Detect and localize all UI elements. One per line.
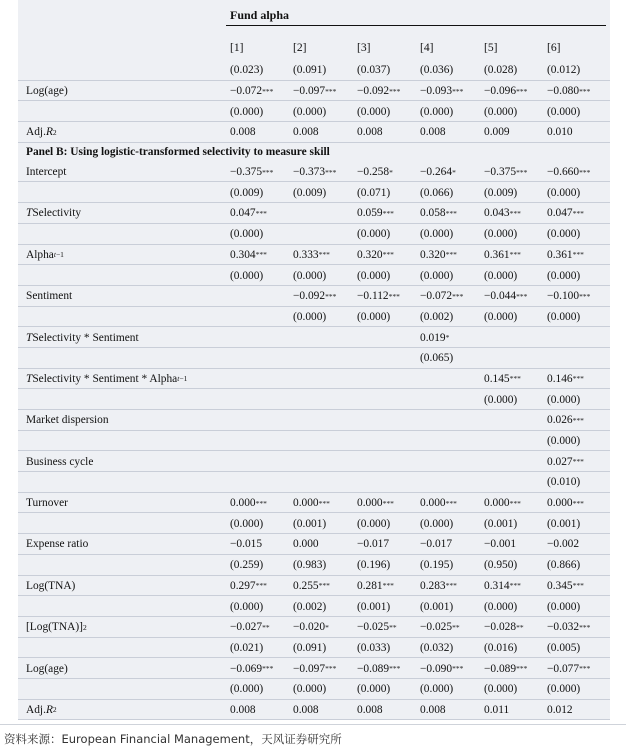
cell-value: (0.000) [484,683,518,696]
table-row-pvalues [18,513,610,534]
cell-value: (0.000) [547,600,581,613]
cell-value: −0.093 *** [420,85,464,98]
table-row-pvalues [18,596,610,617]
cell-value: −0.028 ** [484,621,524,634]
cell-value: (0.033) [357,641,391,654]
row-label: Log(age) [26,85,68,98]
column-header-row [18,34,610,60]
cell-value: (0.000) [547,228,581,241]
cell-value: (0.000) [357,517,391,530]
cell-value: 0.000 *** [484,497,521,510]
cell-value: (0.091) [293,64,327,77]
cell-value: (0.000) [230,600,264,613]
cell-value: (0.195) [420,559,454,572]
row-label: T Selectivity * Sentiment * Alpha t−1 [26,372,188,385]
cell-value: −0.375 *** [484,166,528,179]
cell-value: 0.047 *** [230,207,267,220]
cell-value: −0.077 *** [547,662,591,675]
cell-value: 0.314 *** [484,579,521,592]
cell-value: (0.001) [293,517,327,530]
panel-b-title-row [18,143,610,162]
cell-value: 0.000 *** [230,497,267,510]
cell-value: (0.000) [230,517,264,530]
row-label: Alpha t−1 [26,248,64,261]
footer-divider [0,724,626,725]
row-label: Log(TNA) [26,579,76,592]
cell-value: (0.021) [230,641,264,654]
cell-value: 0.011 [484,703,510,716]
cell-value: (0.036) [420,64,454,77]
cell-value: −0.072 *** [420,290,464,303]
table-row-pvalues [18,679,610,700]
cell-value: −0.258 * [357,166,393,179]
row-label: Log(age) [26,662,68,675]
col-header: [3] [357,40,371,54]
cell-value: (0.000) [484,310,518,323]
cell-value: (0.037) [357,64,391,77]
col-header: [2] [293,40,307,54]
cell-value: −0.097 *** [293,85,337,98]
cell-value: (0.000) [230,228,264,241]
cell-value: −0.015 [230,538,263,551]
table-row [18,410,610,431]
cell-value: −0.089 *** [484,662,528,675]
cell-value: (0.000) [547,269,581,282]
cell-value: −0.264 * [420,166,456,179]
cell-value: 0.000 *** [547,497,584,510]
cell-value: 0.320 *** [420,248,457,261]
cell-value: (0.000) [547,683,581,696]
cell-value: (0.000) [547,435,581,448]
source-note: 资料来源：European Financial Management，天风证券研究所 [4,732,342,746]
row-label: Expense ratio [26,538,89,551]
cell-value: −0.017 [357,538,390,551]
cell-value: 0.283 *** [420,579,457,592]
row-label: Business cycle [26,455,94,468]
row-label: Market dispersion [26,414,109,427]
table-row-pvalues [18,182,610,203]
cell-value: −0.092 *** [293,290,337,303]
table-row [18,122,610,143]
cell-value: (0.000) [547,186,581,199]
table-row [18,245,610,266]
row-label: Sentiment [26,290,73,303]
cell-value: (0.000) [357,105,391,118]
cell-value: 0.008 [420,126,446,139]
cell-value: −0.096 *** [484,85,528,98]
table-row [18,658,610,679]
table-row [18,162,610,183]
cell-value: (0.023) [230,64,264,77]
cell-value: 0.043 *** [484,207,521,220]
table-row [18,576,610,597]
table-row [18,451,610,472]
cell-value: (0.000) [293,310,327,323]
cell-value: 0.008 [357,126,383,139]
table-row [18,369,610,390]
cell-value: (0.000) [420,105,454,118]
cell-value: −0.660 *** [547,166,591,179]
row-label: T Selectivity [26,207,82,220]
cell-value: 0.361 *** [547,248,584,261]
panel-a-rows [18,60,610,143]
cell-value: −0.089 *** [357,662,401,675]
cell-value: 0.000 *** [357,497,394,510]
cell-value: (0.001) [420,600,454,613]
cell-value: (0.259) [230,559,264,572]
cell-value: −0.072 *** [230,85,274,98]
cell-value: −0.025 ** [420,621,460,634]
cell-value: (0.066) [420,186,454,199]
table-row [18,534,610,555]
cell-value: (0.091) [293,641,327,654]
table-row-pvalues [18,555,610,576]
cell-value: (0.000) [484,393,518,406]
table-header [18,0,610,34]
cell-value: (0.983) [293,559,327,572]
cell-value: (0.005) [547,641,581,654]
col-header: [4] [420,40,434,54]
cell-value: 0.026 *** [547,414,584,427]
cell-value: 0.000 *** [293,497,330,510]
cell-value: 0.008 [357,703,383,716]
group-title: Fund alpha [230,8,290,22]
table-row-pvalues [18,265,610,286]
cell-value: (0.196) [357,559,391,572]
table-row [18,286,610,307]
table-row-pvalues [18,638,610,659]
cell-value: −0.090 *** [420,662,464,675]
cell-value: 0.320 *** [357,248,394,261]
cell-value: 0.281 *** [357,579,394,592]
cell-value: (0.002) [293,600,327,613]
cell-value: 0.019 * [420,331,450,344]
table-row-pvalues [18,431,610,452]
cell-value: (0.000) [484,600,518,613]
cell-value: (0.032) [420,641,454,654]
cell-value: 0.010 [547,126,573,139]
cell-value: (0.000) [420,683,454,696]
row-label: Adj. R 2 [26,703,57,716]
cell-value: −0.020 * [293,621,329,634]
cell-value: (0.866) [547,559,581,572]
cell-value: (0.000) [230,269,264,282]
cell-value: (0.009) [230,186,264,199]
cell-value: −0.375 *** [230,166,274,179]
table-row-pvalues [18,224,610,245]
cell-value: 0.008 [293,126,319,139]
cell-value: 0.000 *** [420,497,457,510]
cell-value: (0.001) [357,600,391,613]
row-label: T Selectivity * Sentiment [26,331,139,344]
table-row [18,327,610,348]
cell-value: (0.000) [420,269,454,282]
cell-value: 0.361 *** [484,248,521,261]
regression-table [18,0,610,720]
cell-value: (0.001) [484,517,518,530]
cell-value: 0.008 [230,126,256,139]
col-header: [1] [230,40,244,54]
cell-value: (0.000) [547,105,581,118]
cell-value: (0.009) [293,186,327,199]
panel-b-title: Panel B: Using logistic-transformed selectivity to measure skill [26,146,330,159]
cell-value: 0.059 *** [357,207,394,220]
cell-value: (0.000) [230,683,264,696]
cell-value: 0.345 *** [547,579,584,592]
cell-value: (0.000) [293,269,327,282]
cell-value: −0.044 *** [484,290,528,303]
col-header: [5] [484,40,498,54]
cell-value: (0.000) [357,228,391,241]
cell-value: −0.100 *** [547,290,591,303]
cell-value: (0.009) [484,186,518,199]
row-label: [Log(TNA)] 2 [26,621,87,634]
cell-value: 0.146 *** [547,372,584,385]
table-row [18,203,610,224]
cell-value: −0.112 *** [357,290,400,303]
cell-value: (0.000) [484,105,518,118]
table-row-pvalues [18,472,610,493]
table-row-pvalues [18,60,610,81]
cell-value: (0.071) [357,186,391,199]
cell-value: 0.009 [484,126,510,139]
cell-value: (0.028) [484,64,518,77]
cell-value: (0.000) [357,683,391,696]
cell-value: (0.000) [293,105,327,118]
cell-value: 0.255 *** [293,579,330,592]
cell-value: (0.000) [357,269,391,282]
cell-value: (0.012) [547,64,581,77]
cell-value: (0.065) [420,352,454,365]
panel-b-rows [18,162,610,721]
cell-value: (0.000) [420,228,454,241]
cell-value: (0.001) [547,517,581,530]
cell-value: −0.017 [420,538,453,551]
row-label: Turnover [26,497,68,510]
cell-value: −0.092 *** [357,85,401,98]
row-label: Intercept [26,166,67,179]
cell-value: −0.027 ** [230,621,270,634]
table-row [18,617,610,638]
cell-value: 0.008 [420,703,446,716]
table-row [18,81,610,102]
cell-value: 0.297 *** [230,579,267,592]
cell-value: (0.000) [230,105,264,118]
cell-value: 0.047 *** [547,207,584,220]
header-rule [226,25,606,26]
cell-value: −0.373 *** [293,166,337,179]
cell-value: (0.950) [484,559,518,572]
cell-value: 0.145 *** [484,372,521,385]
cell-value: (0.000) [357,310,391,323]
col-header: [6] [547,40,561,54]
cell-value: (0.010) [547,476,581,489]
cell-value: (0.000) [484,269,518,282]
table-row-pvalues [18,101,610,122]
table-row-pvalues [18,307,610,328]
cell-value: 0.008 [293,703,319,716]
cell-value: −0.001 [484,538,517,551]
table-row [18,700,610,721]
cell-value: −0.032 *** [547,621,591,634]
cell-value: 0.012 [547,703,573,716]
table-row-pvalues [18,389,610,410]
cell-value: −0.080 *** [547,85,591,98]
cell-value: (0.000) [547,310,581,323]
cell-value: 0.000 [293,538,319,551]
cell-value: (0.000) [547,393,581,406]
cell-value: (0.016) [484,641,518,654]
cell-value: 0.333 *** [293,248,330,261]
cell-value: −0.097 *** [293,662,337,675]
cell-value: (0.000) [293,683,327,696]
cell-value: −0.002 [547,538,580,551]
cell-value: −0.025 ** [357,621,397,634]
cell-value: −0.069 *** [230,662,274,675]
cell-value: (0.002) [420,310,454,323]
row-divider [18,719,610,720]
cell-value: 0.027 *** [547,455,584,468]
cell-value: 0.304 *** [230,248,267,261]
cell-value: (0.000) [420,517,454,530]
cell-value: 0.008 [230,703,256,716]
row-label: Adj. R 2 [26,126,57,139]
cell-value: (0.000) [484,228,518,241]
cell-value: 0.058 *** [420,207,457,220]
table-row [18,493,610,514]
table-row-pvalues [18,348,610,369]
